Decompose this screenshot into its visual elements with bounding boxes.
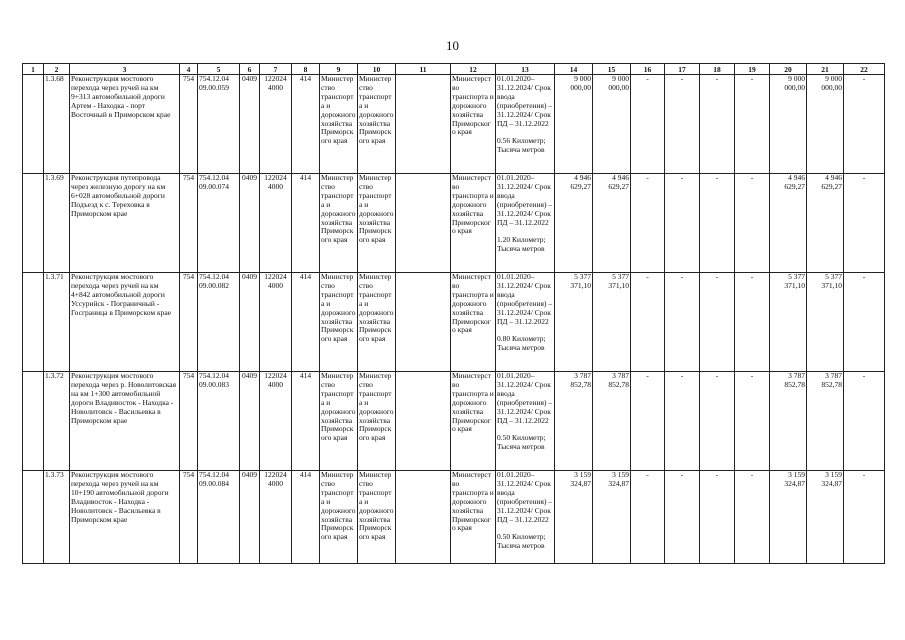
object-name: Реконструкция мостового перехода через ручей на км 9+313 автомобильной дороги Артем - Находка - порт Восточный в Приморском крае — [70, 75, 180, 174]
organization-3: Министерство транспорта и дорожного хозяйства Приморского края — [451, 174, 496, 273]
object-name: Реконструкция мостового перехода через ручей на км 4+842 автомобильной дороги Уссурийск - Пограничный - Госграница в Приморском крае — [70, 273, 180, 372]
row-blank-cell — [23, 471, 44, 564]
header-cell: 12 — [451, 64, 496, 75]
code-b: 754.12.04 09.00.082 — [198, 273, 240, 372]
measure-text: 0.80 Километр; Тысяча метров — [497, 334, 546, 353]
table-row — [23, 471, 885, 564]
code-b: 754.12.04 09.00.083 — [198, 372, 240, 471]
header-cell: 15 — [593, 64, 631, 75]
code-e: 414 — [292, 75, 320, 174]
amount-19: - — [735, 174, 770, 273]
amount-21: 4 946 629,27 — [807, 174, 844, 273]
organization-3: Министерство транспорта и дорожного хозяйства Приморского края — [451, 372, 496, 471]
row-number: 1.3.71 — [44, 273, 70, 372]
amount-20: 9 000 000,00 — [770, 75, 807, 174]
code-d: 122024 4000 — [260, 471, 292, 564]
amount-17: - — [665, 174, 700, 273]
amount-17: - — [665, 75, 700, 174]
organization-1: Министерство транспорта и дорожного хозяйства Приморского края — [320, 372, 358, 471]
amount-15: 5 377 371,10 — [593, 273, 631, 372]
organization-1: Министерство транспорта и дорожного хозяйства Приморского края — [320, 75, 358, 174]
header-cell: 19 — [735, 64, 770, 75]
header-cell: 1 — [23, 64, 44, 75]
header-cell: 4 — [180, 64, 198, 75]
code-a: 754 — [180, 471, 198, 564]
code-d: 122024 4000 — [260, 75, 292, 174]
organization-1: Министерство транспорта и дорожного хозяйства Приморского края — [320, 174, 358, 273]
code-d: 122024 4000 — [260, 174, 292, 273]
amount-16: - — [631, 471, 665, 564]
amount-14: 9 000 000,00 — [555, 75, 593, 174]
organization-2: Министерство транспорта и дорожного хозяйства Приморского края — [358, 75, 396, 174]
header-cell: 8 — [292, 64, 320, 75]
code-a: 754 — [180, 174, 198, 273]
organization-1: Министерство транспорта и дорожного хозяйства Приморского края — [320, 273, 358, 372]
amount-14: 3 787 852,78 — [555, 372, 593, 471]
column-11-cell — [396, 372, 451, 471]
column-11-cell — [396, 174, 451, 273]
row-number: 1.3.73 — [44, 471, 70, 564]
amount-17: - — [665, 372, 700, 471]
code-d: 122024 4000 — [260, 372, 292, 471]
amount-17: - — [665, 273, 700, 372]
amount-20: 3 159 324,87 — [770, 471, 807, 564]
row-blank-cell — [23, 75, 44, 174]
amount-18: - — [700, 75, 735, 174]
amount-19: - — [735, 273, 770, 372]
measure-text: 0.56 Километр; Тысяча метров — [497, 136, 546, 155]
measure-text: 0.50 Километр; Тысяча метров — [497, 532, 546, 551]
amount-18: - — [700, 273, 735, 372]
organization-3: Министерство транспорта и дорожного хозяйства Приморского края — [451, 471, 496, 564]
header-cell: 17 — [665, 64, 700, 75]
page-number: 10 — [446, 38, 459, 53]
terms-cell — [496, 273, 555, 372]
header-cell: 5 — [198, 64, 240, 75]
terms-cell — [496, 75, 555, 174]
header-cell: 11 — [396, 64, 451, 75]
terms-text: 01.01.2020–31.12.2024/ Срок ввода (приобретения) – 31.12.2024/ Срок ПД – 31.12.2022 — [497, 272, 553, 326]
amount-21: 3 787 852,78 — [807, 372, 844, 471]
amount-15: 3 159 324,87 — [593, 471, 631, 564]
measure-text: 0.50 Километр; Тысяча метров — [497, 433, 546, 452]
header-cell: 18 — [700, 64, 735, 75]
code-b: 754.12.04 09.00.074 — [198, 174, 240, 273]
amount-18: - — [700, 174, 735, 273]
table-row — [23, 174, 885, 273]
amount-22: - — [844, 372, 885, 471]
amount-16: - — [631, 273, 665, 372]
code-c: 0409 — [240, 471, 260, 564]
amount-17: - — [665, 471, 700, 564]
amount-20: 5 377 371,10 — [770, 273, 807, 372]
amount-22: - — [844, 75, 885, 174]
terms-cell — [496, 471, 555, 564]
organization-3: Министерство транспорта и дорожного хозяйства Приморского края — [451, 75, 496, 174]
row-number: 1.3.69 — [44, 174, 70, 273]
code-c: 0409 — [240, 273, 260, 372]
terms-text: 01.01.2020–31.12.2024/ Срок ввода (приобретения) – 31.12.2024/ Срок ПД – 31.12.2022 — [497, 173, 553, 227]
header-cell: 2 — [44, 64, 70, 75]
amount-15: 9 000 000,00 — [593, 75, 631, 174]
code-c: 0409 — [240, 372, 260, 471]
amount-22: - — [844, 273, 885, 372]
row-blank-cell — [23, 273, 44, 372]
table-row — [23, 372, 885, 471]
header-cell: 3 — [70, 64, 180, 75]
terms-cell — [496, 174, 555, 273]
amount-18: - — [700, 372, 735, 471]
budget-table — [22, 63, 885, 564]
organization-2: Министерство транспорта и дорожного хозяйства Приморского края — [358, 273, 396, 372]
organization-2: Министерство транспорта и дорожного хозяйства Приморского края — [358, 372, 396, 471]
object-name: Реконструкция путепровода через железную дорогу на км 6+028 автомобильной дороги Подъезд к с. Тереховка в Приморском крае — [70, 174, 180, 273]
amount-22: - — [844, 471, 885, 564]
header-cell: 7 — [260, 64, 292, 75]
code-e: 414 — [292, 174, 320, 273]
terms-text: 01.01.2020–31.12.2024/ Срок ввода (приобретения) – 31.12.2024/ Срок ПД – 31.12.2022 — [497, 470, 553, 524]
amount-22: - — [844, 174, 885, 273]
table-row — [23, 75, 885, 174]
code-a: 754 — [180, 273, 198, 372]
row-number: 1.3.72 — [44, 372, 70, 471]
code-c: 0409 — [240, 174, 260, 273]
header-cell: 10 — [358, 64, 396, 75]
amount-15: 3 787 852,78 — [593, 372, 631, 471]
code-e: 414 — [292, 372, 320, 471]
code-d: 122024 4000 — [260, 273, 292, 372]
header-cell: 16 — [631, 64, 665, 75]
header-row — [23, 64, 885, 75]
amount-19: - — [735, 372, 770, 471]
table-row — [23, 273, 885, 372]
amount-19: - — [735, 75, 770, 174]
code-c: 0409 — [240, 75, 260, 174]
code-b: 754.12.04 09.00.084 — [198, 471, 240, 564]
header-cell: 9 — [320, 64, 358, 75]
amount-21: 5 377 371,10 — [807, 273, 844, 372]
amount-19: - — [735, 471, 770, 564]
row-number: 1.3.68 — [44, 75, 70, 174]
amount-14: 5 377 371,10 — [555, 273, 593, 372]
amount-20: 3 787 852,78 — [770, 372, 807, 471]
amount-14: 3 159 324,87 — [555, 471, 593, 564]
code-e: 414 — [292, 273, 320, 372]
column-11-cell — [396, 273, 451, 372]
header-cell: 14 — [555, 64, 593, 75]
code-b: 754.12.04 09.00.059 — [198, 75, 240, 174]
amount-21: 9 000 000,00 — [807, 75, 844, 174]
amount-14: 4 946 629,27 — [555, 174, 593, 273]
code-e: 414 — [292, 471, 320, 564]
header-cell: 6 — [240, 64, 260, 75]
column-11-cell — [396, 75, 451, 174]
amount-15: 4 946 629,27 — [593, 174, 631, 273]
header-cell: 13 — [496, 64, 555, 75]
terms-text: 01.01.2020–31.12.2024/ Срок ввода (приобретения) – 31.12.2024/ Срок ПД – 31.12.2022 — [497, 74, 553, 128]
row-blank-cell — [23, 372, 44, 471]
organization-2: Министерство транспорта и дорожного хозяйства Приморского края — [358, 174, 396, 273]
amount-21: 3 159 324,87 — [807, 471, 844, 564]
row-blank-cell — [23, 174, 44, 273]
code-a: 754 — [180, 75, 198, 174]
amount-18: - — [700, 471, 735, 564]
terms-text: 01.01.2020–31.12.2024/ Срок ввода (приобретения) – 31.12.2024/ Срок ПД – 31.12.2022 — [497, 371, 553, 425]
header-cell: 22 — [844, 64, 885, 75]
object-name: Реконструкция мостового перехода через ручей на км 10+190 автомобильной дороги Владивосток - Находка - Новолитовск - Васильевка в Приморском крае — [70, 471, 180, 564]
amount-20: 4 946 629,27 — [770, 174, 807, 273]
column-11-cell — [396, 471, 451, 564]
measure-text: 1.20 Километр; Тысяча метров — [497, 235, 546, 254]
terms-cell — [496, 372, 555, 471]
header-cell: 20 — [770, 64, 807, 75]
amount-16: - — [631, 174, 665, 273]
header-cell: 21 — [807, 64, 844, 75]
organization-3: Министерство транспорта и дорожного хозяйства Приморского края — [451, 273, 496, 372]
organization-1: Министерство транспорта и дорожного хозяйства Приморского края — [320, 471, 358, 564]
amount-16: - — [631, 372, 665, 471]
code-a: 754 — [180, 372, 198, 471]
amount-16: - — [631, 75, 665, 174]
organization-2: Министерство транспорта и дорожного хозяйства Приморского края — [358, 471, 396, 564]
object-name: Реконструкция мостового перехода через р. Новолитовская на км 1+300 автомобильной дороги Владивосток - Находка - Новолитовск - Васильевка в Приморском крае — [70, 372, 180, 471]
